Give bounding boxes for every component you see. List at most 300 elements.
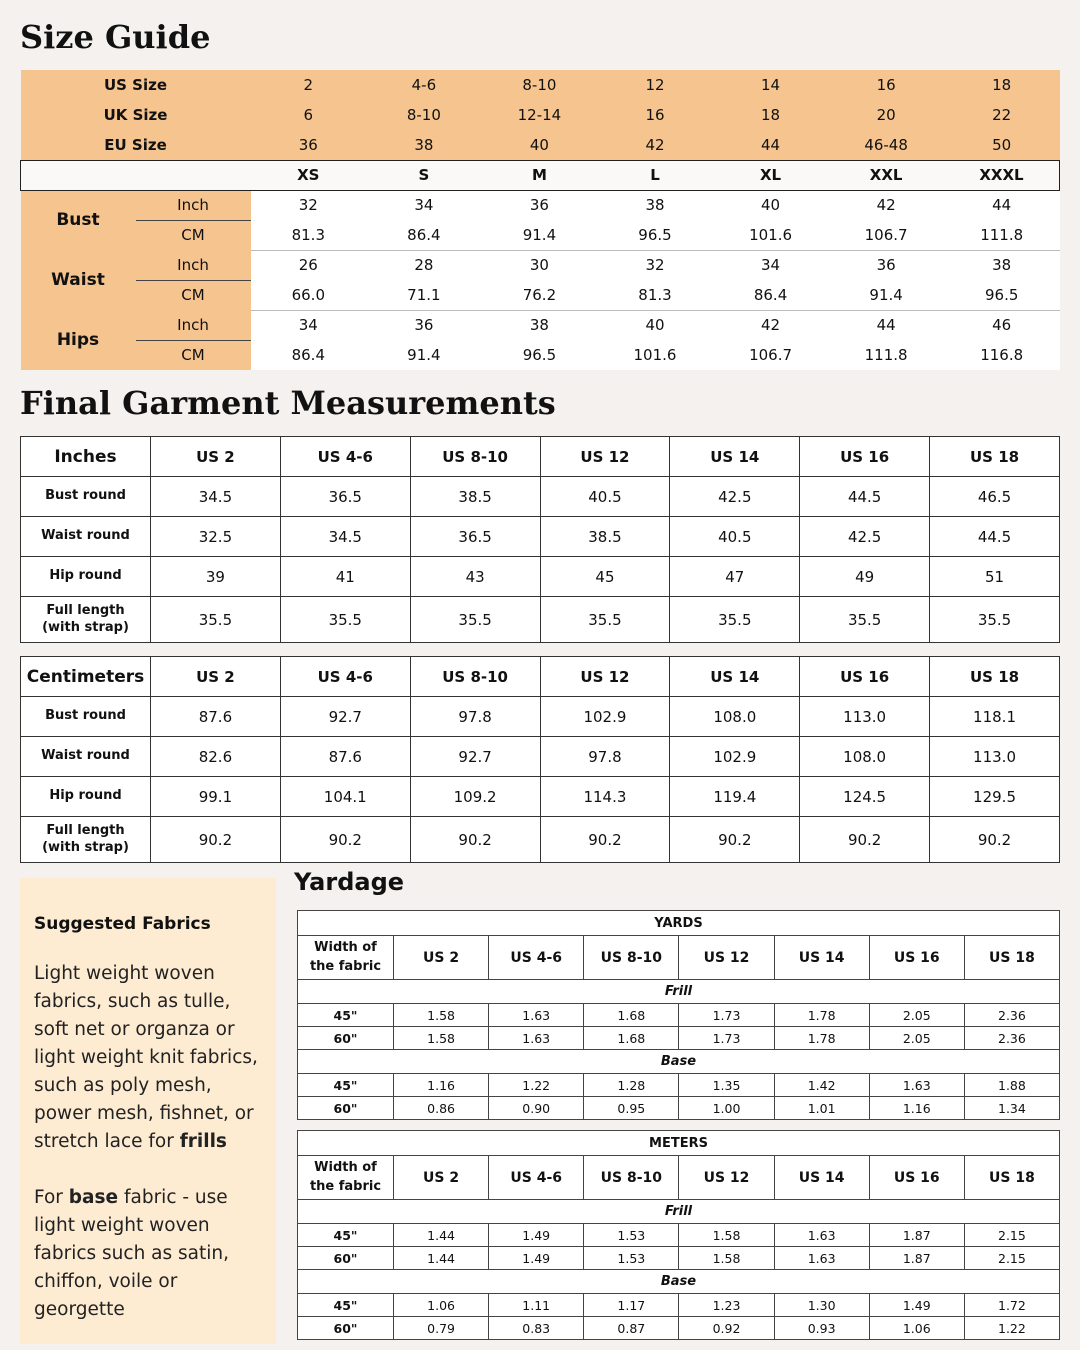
fgm-column-header: US 2 — [151, 437, 281, 477]
fgm-cell: 35.5 — [410, 597, 540, 643]
measure-cell: 76.2 — [482, 280, 598, 310]
width-line1: Width of — [314, 940, 377, 956]
measure-cell: 106.7 — [713, 340, 829, 370]
measure-cell: 38 — [944, 250, 1060, 280]
yardage-cell: 1.28 — [584, 1074, 679, 1097]
measure-cell: 32 — [597, 250, 713, 280]
yardage-cell: 1.49 — [489, 1247, 584, 1270]
width-of-fabric-label — [298, 936, 394, 980]
size-cell: 12 — [597, 70, 713, 100]
fgm-cell: 90.2 — [930, 817, 1060, 863]
measure-row-waist-inch — [21, 250, 1060, 280]
fgm-column-header: US 8-10 — [410, 437, 540, 477]
size-cell: 40 — [482, 130, 598, 160]
yardage-cell: 1.53 — [584, 1224, 679, 1247]
yardage-cell: 2.36 — [964, 1027, 1059, 1050]
fgm-column-header: US 12 — [540, 437, 670, 477]
yardage-frill-row — [298, 980, 1060, 1004]
fgm-cell: 119.4 — [670, 777, 800, 817]
fgm-row — [21, 517, 1060, 557]
size-letter-cell: L — [597, 160, 713, 190]
yardage-cell: 1.68 — [584, 1004, 679, 1027]
unit-label-inch: Inch — [136, 250, 251, 280]
yardage-unit-row — [298, 1131, 1060, 1156]
final-garment-centimeters-table — [20, 656, 1060, 863]
yardage-cell: 2.05 — [869, 1027, 964, 1050]
full-length-line2: (with strap) — [42, 839, 129, 855]
yardage-cell: 1.68 — [584, 1027, 679, 1050]
size-cell: 6 — [251, 100, 367, 130]
yardage-cell: 1.30 — [774, 1294, 869, 1317]
measure-cell: 46 — [944, 310, 1060, 340]
fabrics-base-pre: For — [34, 1187, 69, 1208]
fgm-cell: 90.2 — [410, 817, 540, 863]
fgm-cell: 113.0 — [800, 697, 930, 737]
fgm-cell: 108.0 — [670, 697, 800, 737]
fgm-cell: 113.0 — [930, 737, 1060, 777]
unit-label-inch: Inch — [136, 190, 251, 220]
fabrics-frills-paragraph — [34, 960, 266, 1156]
fgm-cell: 38.5 — [410, 477, 540, 517]
yardage-cell: 1.42 — [774, 1074, 869, 1097]
fabric-width-label: 45" — [298, 1294, 394, 1317]
yardage-cell: 1.06 — [869, 1317, 964, 1340]
measure-cell: 44 — [828, 310, 944, 340]
fabrics-frills-text: Light weight woven fabrics, such as tulle, soft net or organza or light weight knit fabrics, such as poly mesh, power mesh, fishnet, or stretch lace for — [34, 963, 258, 1152]
fgm-cell: 99.1 — [151, 777, 281, 817]
yardage-cell: 1.87 — [869, 1247, 964, 1270]
measure-cell: 44 — [944, 190, 1060, 220]
fgm-column-header: US 4-6 — [280, 657, 410, 697]
fgm-cell: 34.5 — [280, 517, 410, 557]
fgm-cell: 32.5 — [151, 517, 281, 557]
fgm-cell: 114.3 — [540, 777, 670, 817]
fgm-cell: 44.5 — [930, 517, 1060, 557]
yardage-cell: 1.35 — [679, 1074, 774, 1097]
yardage-cell: 1.22 — [489, 1074, 584, 1097]
yardage-data-row — [298, 1004, 1060, 1027]
yardage-column-header: US 4-6 — [489, 1156, 584, 1200]
fgm-row-label: Hip round — [21, 777, 151, 817]
yardage-cell: 1.78 — [774, 1004, 869, 1027]
size-row-uk — [21, 100, 1060, 130]
measure-cell: 40 — [597, 310, 713, 340]
yardage-cell: 1.63 — [489, 1004, 584, 1027]
measure-cell: 30 — [482, 250, 598, 280]
measure-cell: 111.8 — [944, 220, 1060, 250]
yardage-cell: 1.11 — [489, 1294, 584, 1317]
fgm-row-label-full-length — [21, 817, 151, 863]
fgm-cell: 51 — [930, 557, 1060, 597]
yardage-cell: 1.16 — [869, 1097, 964, 1120]
yardage-unit-row — [298, 911, 1060, 936]
measure-cell: 38 — [597, 190, 713, 220]
yardage-column-header: US 16 — [869, 1156, 964, 1200]
yardage-unit-label: YARDS — [298, 911, 1060, 936]
fgm-cell: 42.5 — [670, 477, 800, 517]
fgm-row-label: Waist round — [21, 737, 151, 777]
yardage-cell: 0.79 — [394, 1317, 489, 1340]
measure-row-hips-cm — [21, 340, 1060, 370]
fgm-cell: 35.5 — [930, 597, 1060, 643]
fgm-cell: 36.5 — [280, 477, 410, 517]
measure-cell: 101.6 — [597, 340, 713, 370]
fgm-cell: 41 — [280, 557, 410, 597]
suggested-fabrics-title: Suggested Fabrics — [34, 914, 211, 934]
measure-cell: 36 — [482, 190, 598, 220]
measure-cell: 26 — [251, 250, 367, 280]
fgm-cell: 90.2 — [151, 817, 281, 863]
size-letter-cell: M — [482, 160, 598, 190]
size-cell: 18 — [713, 100, 829, 130]
measure-cell: 91.4 — [366, 340, 482, 370]
yardage-frill-row — [298, 1200, 1060, 1224]
fgm-cell: 90.2 — [280, 817, 410, 863]
unit-label-inch: Inch — [136, 310, 251, 340]
fgm-cell: 92.7 — [410, 737, 540, 777]
size-label-us: US Size — [21, 70, 251, 100]
fabrics-base-paragraph — [34, 1184, 266, 1324]
size-cell: 12-14 — [482, 100, 598, 130]
yardage-frill-label: Frill — [298, 1200, 1060, 1224]
measure-cell: 106.7 — [828, 220, 944, 250]
size-letter-cell: XL — [713, 160, 829, 190]
width-line2: the fabric — [309, 1178, 382, 1194]
fgm-row — [21, 557, 1060, 597]
size-cell: 46-48 — [828, 130, 944, 160]
measure-cell: 86.4 — [713, 280, 829, 310]
measure-cell: 91.4 — [482, 220, 598, 250]
fgm-cell: 36.5 — [410, 517, 540, 557]
yardage-column-header: US 12 — [679, 1156, 774, 1200]
yardage-cell: 1.17 — [584, 1294, 679, 1317]
fabric-width-label: 45" — [298, 1224, 394, 1247]
yardage-data-row — [298, 1294, 1060, 1317]
yardage-cell: 1.01 — [774, 1097, 869, 1120]
size-cell: 38 — [366, 130, 482, 160]
measure-cell: 66.0 — [251, 280, 367, 310]
fgm-column-header: US 12 — [540, 657, 670, 697]
yardage-column-header: US 14 — [774, 1156, 869, 1200]
fgm-cell: 35.5 — [540, 597, 670, 643]
fgm-cell: 129.5 — [930, 777, 1060, 817]
fabric-width-label: 60" — [298, 1247, 394, 1270]
yardage-cell: 1.58 — [394, 1027, 489, 1050]
size-cell: 16 — [597, 100, 713, 130]
measure-cell: 96.5 — [944, 280, 1060, 310]
yardage-cell: 1.78 — [774, 1027, 869, 1050]
yardage-header-row — [298, 1156, 1060, 1200]
fgm-cell: 90.2 — [800, 817, 930, 863]
fgm-cell: 104.1 — [280, 777, 410, 817]
size-cell: 8-10 — [482, 70, 598, 100]
measure-cell: 28 — [366, 250, 482, 280]
fgm-row — [21, 777, 1060, 817]
yardage-cell: 0.95 — [584, 1097, 679, 1120]
yardage-cell: 1.88 — [964, 1074, 1059, 1097]
fgm-cell: 90.2 — [540, 817, 670, 863]
fgm-cell: 118.1 — [930, 697, 1060, 737]
yardage-cell: 1.58 — [679, 1224, 774, 1247]
yardage-cell: 1.63 — [489, 1027, 584, 1050]
fabrics-frills-bold: frills — [179, 1131, 227, 1152]
measure-cell: 42 — [713, 310, 829, 340]
fgm-column-header: US 18 — [930, 437, 1060, 477]
width-line2: the fabric — [309, 958, 382, 974]
yardage-yards-table — [297, 910, 1060, 1120]
yardage-cell: 0.92 — [679, 1317, 774, 1340]
yardage-cell: 2.36 — [964, 1004, 1059, 1027]
fgm-cell: 34.5 — [151, 477, 281, 517]
size-row-us — [21, 70, 1060, 100]
fgm-column-header: US 2 — [151, 657, 281, 697]
yardage-cell: 1.22 — [964, 1317, 1059, 1340]
yardage-cell: 1.44 — [394, 1224, 489, 1247]
size-letter-cell: XXL — [828, 160, 944, 190]
fgm-row — [21, 697, 1060, 737]
yardage-cell: 1.63 — [869, 1074, 964, 1097]
yardage-cell: 1.00 — [679, 1097, 774, 1120]
fgm-cell: 87.6 — [151, 697, 281, 737]
measure-cell: 71.1 — [366, 280, 482, 310]
fabric-width-label: 45" — [298, 1004, 394, 1027]
fgm-header-row — [21, 657, 1060, 697]
fgm-cell: 49 — [800, 557, 930, 597]
fgm-cell: 39 — [151, 557, 281, 597]
measure-cell: 42 — [828, 190, 944, 220]
size-guide-table — [20, 70, 1060, 370]
size-label-uk: UK Size — [21, 100, 251, 130]
yardage-cell: 1.49 — [489, 1224, 584, 1247]
yardage-column-header: US 14 — [774, 936, 869, 980]
full-length-line1: Full length — [46, 602, 125, 618]
fgm-cell: 40.5 — [670, 517, 800, 557]
fgm-column-header: US 14 — [670, 437, 800, 477]
fgm-cell: 82.6 — [151, 737, 281, 777]
measure-cell: 91.4 — [828, 280, 944, 310]
size-cell: 22 — [944, 100, 1060, 130]
fgm-column-header: US 16 — [800, 437, 930, 477]
letters-blank-cell — [21, 160, 251, 190]
fgm-cell: 38.5 — [540, 517, 670, 557]
fgm-cell: 97.8 — [540, 737, 670, 777]
yardage-data-row — [298, 1027, 1060, 1050]
yardage-cell: 0.87 — [584, 1317, 679, 1340]
measure-cell: 38 — [482, 310, 598, 340]
measure-cell: 40 — [713, 190, 829, 220]
fabrics-base-text: fabric - use light weight woven fabrics such as satin, chiffon, voile or georgette — [34, 1187, 229, 1320]
fgm-cell: 102.9 — [670, 737, 800, 777]
yardage-column-header: US 18 — [964, 936, 1059, 980]
size-cell: 16 — [828, 70, 944, 100]
yardage-column-header: US 8-10 — [584, 936, 679, 980]
fgm-cell: 102.9 — [540, 697, 670, 737]
fgm-row-label: Hip round — [21, 557, 151, 597]
measure-row-bust-cm — [21, 220, 1060, 250]
yardage-cell: 2.05 — [869, 1004, 964, 1027]
fabrics-base-bold: base — [68, 1187, 119, 1208]
yardage-base-row — [298, 1270, 1060, 1294]
yardage-data-row — [298, 1074, 1060, 1097]
size-cell: 18 — [944, 70, 1060, 100]
yardage-column-header: US 8-10 — [584, 1156, 679, 1200]
fgm-cell: 44.5 — [800, 477, 930, 517]
yardage-column-header: US 12 — [679, 936, 774, 980]
suggested-fabrics-box — [20, 878, 276, 1344]
full-length-line1: Full length — [46, 822, 125, 838]
yardage-unit-label: METERS — [298, 1131, 1060, 1156]
size-row-eu — [21, 130, 1060, 160]
measure-cell: 32 — [251, 190, 367, 220]
yardage-title: Yardage — [294, 868, 405, 896]
yardage-cell: 1.63 — [774, 1224, 869, 1247]
fabric-width-label: 60" — [298, 1027, 394, 1050]
size-cell: 44 — [713, 130, 829, 160]
final-garment-inches-table — [20, 436, 1060, 643]
size-cell: 4-6 — [366, 70, 482, 100]
width-of-fabric-label — [298, 1156, 394, 1200]
yardage-data-row — [298, 1247, 1060, 1270]
fgm-cell: 47 — [670, 557, 800, 597]
unit-label-cm: CM — [136, 280, 251, 310]
yardage-cell: 1.44 — [394, 1247, 489, 1270]
measure-cell: 81.3 — [251, 220, 367, 250]
yardage-header-row — [298, 936, 1060, 980]
yardage-cell: 0.93 — [774, 1317, 869, 1340]
measure-cell: 96.5 — [482, 340, 598, 370]
fgm-cell: 124.5 — [800, 777, 930, 817]
measure-cell: 34 — [251, 310, 367, 340]
yardage-cell: 2.15 — [964, 1247, 1059, 1270]
fgm-cell: 43 — [410, 557, 540, 597]
size-cell: 50 — [944, 130, 1060, 160]
fgm-cell: 35.5 — [280, 597, 410, 643]
measure-cell: 101.6 — [713, 220, 829, 250]
fgm-cell: 35.5 — [670, 597, 800, 643]
measure-cell: 86.4 — [366, 220, 482, 250]
fgm-cell: 97.8 — [410, 697, 540, 737]
fgm-cell: 108.0 — [800, 737, 930, 777]
fgm-row-label: Bust round — [21, 697, 151, 737]
yardage-data-row — [298, 1224, 1060, 1247]
yardage-column-header: US 18 — [964, 1156, 1059, 1200]
size-cell: 36 — [251, 130, 367, 160]
measure-cell: 36 — [366, 310, 482, 340]
measure-row-waist-cm — [21, 280, 1060, 310]
unit-label-cm: CM — [136, 340, 251, 370]
final-garment-title: Final Garment Measurements — [20, 384, 556, 422]
measure-cell: 81.3 — [597, 280, 713, 310]
yardage-base-label: Base — [298, 1050, 1060, 1074]
yardage-base-label: Base — [298, 1270, 1060, 1294]
width-line1: Width of — [314, 1160, 377, 1176]
measure-label-bust: Bust — [21, 190, 136, 250]
fgm-column-header: US 16 — [800, 657, 930, 697]
fgm-header-row — [21, 437, 1060, 477]
yardage-cell: 1.63 — [774, 1247, 869, 1270]
fgm-unit-label: Centimeters — [21, 657, 151, 697]
fgm-row — [21, 477, 1060, 517]
yardage-meters-table — [297, 1130, 1060, 1340]
fgm-cell: 46.5 — [930, 477, 1060, 517]
yardage-column-header: US 2 — [394, 1156, 489, 1200]
measure-label-waist: Waist — [21, 250, 136, 310]
unit-label-cm: CM — [136, 220, 251, 250]
measure-cell: 34 — [366, 190, 482, 220]
size-guide-title: Size Guide — [20, 18, 211, 56]
size-cell: 8-10 — [366, 100, 482, 130]
size-cell: 20 — [828, 100, 944, 130]
full-length-line2: (with strap) — [42, 619, 129, 635]
measure-label-hips: Hips — [21, 310, 136, 370]
fgm-row-label: Waist round — [21, 517, 151, 557]
yardage-frill-label: Frill — [298, 980, 1060, 1004]
yardage-cell: 0.86 — [394, 1097, 489, 1120]
yardage-cell: 1.53 — [584, 1247, 679, 1270]
fgm-row-label: Bust round — [21, 477, 151, 517]
yardage-column-header: US 4-6 — [489, 936, 584, 980]
size-letter-cell: XXXL — [944, 160, 1060, 190]
yardage-cell: 1.49 — [869, 1294, 964, 1317]
fgm-cell: 35.5 — [800, 597, 930, 643]
fgm-column-header: US 18 — [930, 657, 1060, 697]
size-letter-cell: XS — [251, 160, 367, 190]
fgm-row-label-full-length — [21, 597, 151, 643]
fgm-cell: 109.2 — [410, 777, 540, 817]
yardage-cell: 1.06 — [394, 1294, 489, 1317]
measure-cell: 116.8 — [944, 340, 1060, 370]
yardage-cell: 1.34 — [964, 1097, 1059, 1120]
fgm-cell: 92.7 — [280, 697, 410, 737]
measure-row-hips-inch — [21, 310, 1060, 340]
fgm-row — [21, 817, 1060, 863]
yardage-cell: 1.58 — [394, 1004, 489, 1027]
fgm-cell: 87.6 — [280, 737, 410, 777]
yardage-cell: 1.87 — [869, 1224, 964, 1247]
yardage-column-header: US 16 — [869, 936, 964, 980]
fgm-cell: 45 — [540, 557, 670, 597]
yardage-data-row — [298, 1317, 1060, 1340]
yardage-data-row — [298, 1097, 1060, 1120]
fgm-row — [21, 597, 1060, 643]
yardage-cell: 2.15 — [964, 1224, 1059, 1247]
yardage-cell: 0.83 — [489, 1317, 584, 1340]
size-row-letters — [21, 160, 1060, 190]
yardage-cell: 0.90 — [489, 1097, 584, 1120]
size-cell: 2 — [251, 70, 367, 100]
measure-cell: 86.4 — [251, 340, 367, 370]
size-letter-cell: S — [366, 160, 482, 190]
fgm-column-header: US 8-10 — [410, 657, 540, 697]
fgm-row — [21, 737, 1060, 777]
size-label-eu: EU Size — [21, 130, 251, 160]
measure-cell: 36 — [828, 250, 944, 280]
yardage-cell: 1.73 — [679, 1027, 774, 1050]
yardage-cell: 1.72 — [964, 1294, 1059, 1317]
measure-row-bust-inch — [21, 190, 1060, 220]
size-cell: 14 — [713, 70, 829, 100]
measure-cell: 96.5 — [597, 220, 713, 250]
yardage-cell: 1.58 — [679, 1247, 774, 1270]
yardage-cell: 1.73 — [679, 1004, 774, 1027]
yardage-cell: 1.16 — [394, 1074, 489, 1097]
fgm-cell: 40.5 — [540, 477, 670, 517]
measure-cell: 111.8 — [828, 340, 944, 370]
fabric-width-label: 45" — [298, 1074, 394, 1097]
fgm-unit-label: Inches — [21, 437, 151, 477]
fgm-column-header: US 14 — [670, 657, 800, 697]
fgm-cell: 35.5 — [151, 597, 281, 643]
